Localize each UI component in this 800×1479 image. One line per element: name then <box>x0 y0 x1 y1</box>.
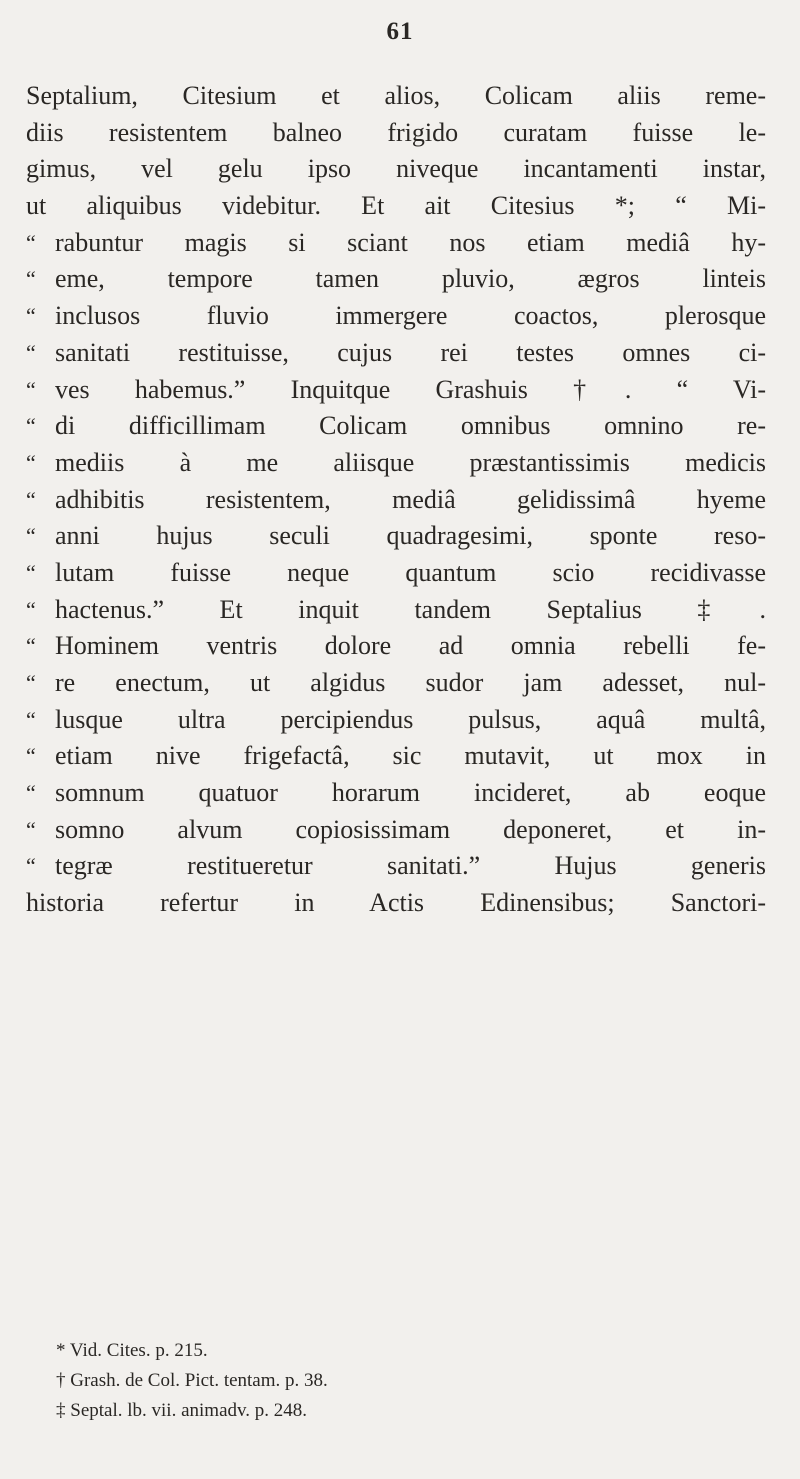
text-line <box>26 188 766 225</box>
quote-mark: “ <box>26 413 36 439</box>
line-text: hactenus.” Et inquit tandem Septalius ‡. <box>55 594 766 624</box>
text-line <box>26 885 766 922</box>
quote-mark: “ <box>26 303 36 329</box>
text-line <box>26 665 766 702</box>
text-line <box>26 848 766 885</box>
page-number: 61 <box>386 18 414 45</box>
line-text: historia refertur in Actis Edinensibus; Sanctori- <box>26 888 766 918</box>
line-text: rabuntur magis si sciant nos etiam mediâ hy- <box>55 227 766 257</box>
line-text: di difficillimam Colicam omnibus omnino re- <box>55 411 766 441</box>
text-line <box>26 812 766 849</box>
text-line <box>26 702 766 739</box>
line-text: eme, tempore tamen pluvio, ægros linteis <box>55 264 766 294</box>
text-line <box>26 335 766 372</box>
footnote: * Vid. Cites. p. 215. <box>56 1340 208 1361</box>
text-line <box>26 261 766 298</box>
text-line <box>26 518 766 555</box>
text-line <box>26 775 766 812</box>
text-line <box>26 408 766 445</box>
line-text: somno alvum copiosissimam deponeret, et in- <box>55 814 766 844</box>
line-text: inclusos fluvio immergere coactos, plerosque <box>55 301 766 331</box>
text-line <box>26 482 766 519</box>
quote-mark: “ <box>26 559 36 585</box>
line-text: somnum quatuor horarum incideret, ab eoque <box>55 778 766 808</box>
quote-mark: “ <box>26 596 36 622</box>
line-text: anni hujus seculi quadragesimi, sponte reso- <box>55 521 766 551</box>
quote-mark: “ <box>26 780 36 806</box>
text-line <box>26 151 766 188</box>
quote-mark: “ <box>26 743 36 769</box>
body-text <box>26 78 766 922</box>
line-text: gimus, vel gelu ipso niveque incantamenti instar, <box>26 154 766 184</box>
quote-mark: “ <box>26 486 36 512</box>
text-line <box>26 555 766 592</box>
line-text: ves habemus.” Inquitque Grashuis †. “ Vi- <box>55 374 766 404</box>
text-line <box>26 445 766 482</box>
text-line <box>26 298 766 335</box>
text-line <box>26 78 766 115</box>
quote-mark: “ <box>26 449 36 475</box>
text-line <box>26 628 766 665</box>
line-text: Hominem ventris dolore ad omnia rebelli fe- <box>55 631 766 661</box>
footnote: † Grash. de Col. Pict. tentam. p. 38. <box>56 1370 328 1391</box>
quote-mark: “ <box>26 633 36 659</box>
quote-mark: “ <box>26 816 36 842</box>
line-text: diis resistentem balneo frigido curatam fuisse le- <box>26 117 766 147</box>
line-text: adhibitis resistentem, mediâ gelidissimâ hyeme <box>55 484 766 514</box>
line-text: sanitati restituisse, cujus rei testes omnes ci- <box>55 337 766 367</box>
line-text: etiam nive frigefactâ, sic mutavit, ut mox in <box>55 741 766 771</box>
line-text: ut aliquibus videbitur. Et ait Citesius *; “ Mi- <box>26 191 766 221</box>
text-line <box>26 592 766 629</box>
quote-mark: “ <box>26 670 36 695</box>
footnotes <box>56 1336 756 1426</box>
footnote: ‡ Septal. lb. vii. animadv. p. 248. <box>56 1400 308 1421</box>
quote-mark: “ <box>26 229 36 255</box>
text-line <box>26 738 766 775</box>
text-line <box>26 115 766 152</box>
quote-mark: “ <box>26 266 36 292</box>
text-line <box>26 372 766 409</box>
line-text: re enectum, ut algidus sudor jam adesset, nul- <box>55 668 766 697</box>
line-text: lusque ultra percipiendus pulsus, aquâ multâ, <box>55 704 766 734</box>
line-text: lutam fuisse neque quantum scio recidivasse <box>55 557 766 587</box>
quote-mark: “ <box>26 376 36 402</box>
line-text: mediis à me aliisque præstantissimis medicis <box>55 447 766 477</box>
line-text: tegræ restitueretur sanitati.” Hujus generis <box>55 851 766 881</box>
quote-mark: “ <box>26 853 36 879</box>
quote-mark: “ <box>26 523 36 549</box>
text-line <box>26 225 766 262</box>
quote-mark: “ <box>26 339 36 365</box>
line-text: Septalium, Citesium et alios, Colicam aliis reme- <box>26 81 766 110</box>
quote-mark: “ <box>26 706 36 732</box>
